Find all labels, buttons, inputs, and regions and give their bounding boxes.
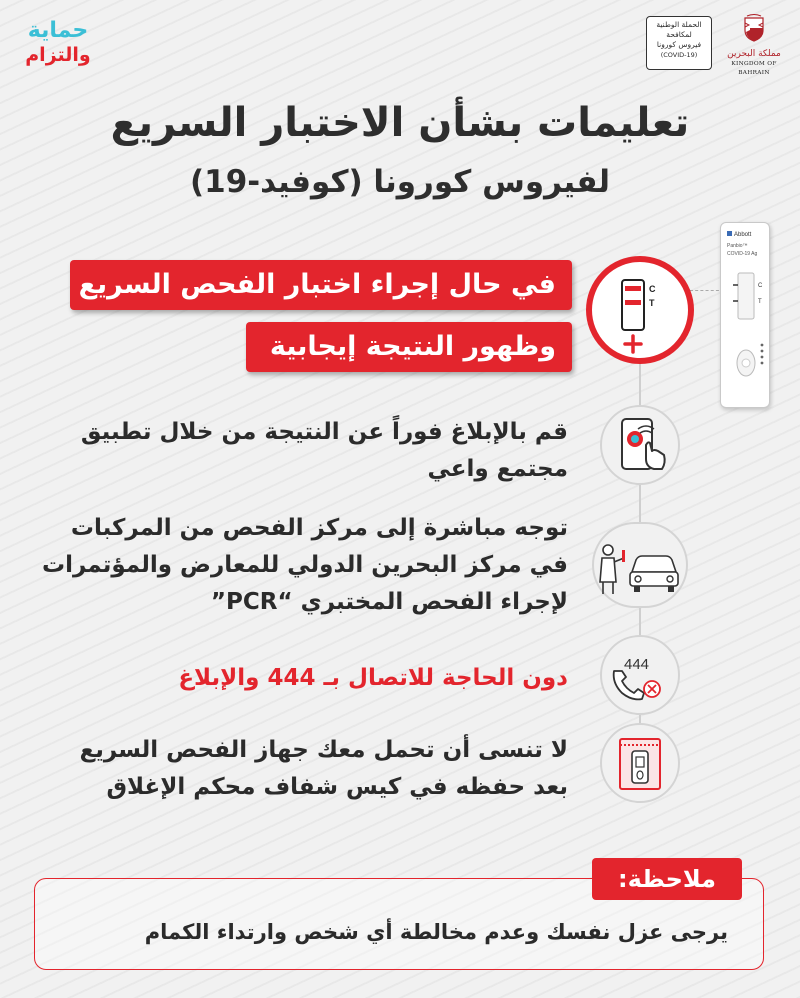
national-campaign-logo [646,16,712,70]
step-2-line-3: لإجراء الفحص المختبري “PCR” [210,589,568,615]
phone-app-icon [602,407,678,483]
kit-model: Panbio™ [727,243,748,249]
kit-name: COVID-19 Ag [727,251,758,257]
step-4-badge [600,723,680,803]
step-2-line-1: توجه مباشرة إلى مركز الفحص من المركبات [70,515,568,541]
step-1-line-1: قم بالإبلاغ فوراً عن النتيجة من خلال تطبيق [80,419,568,445]
phone-444-icon [602,637,678,713]
step-2-badge [592,522,688,608]
drive-through-test-icon [594,524,686,606]
campaign-line-4: (COVID-19) [660,51,698,59]
campaign-line-2: لمكافحة [666,30,692,39]
step-2-text [42,510,568,621]
step-3-text [60,660,568,697]
test-result-icon [592,262,688,358]
page-title: تعليمات بشأن الاختبار السريع [110,100,690,146]
kingdom-of-bahrain-logo [718,14,790,76]
sealed-bag-icon [602,725,678,801]
note-label: ملاحظة: [592,858,742,900]
step-4-line-1: لا تنسى أن تحمل معك جهاز الفحص السريع [79,737,568,763]
step-1-text [60,414,568,488]
result-c-label: C [649,284,656,294]
campaign-line-1: الحملة الوطنية [656,20,702,29]
kit-t-label: T [758,299,762,305]
result-t-label: T [649,298,655,308]
brand-line-1: حماية [27,18,89,43]
step-4-text [60,732,568,806]
kit-brand: Abbott [734,232,752,238]
rapid-test-kit [720,222,770,408]
bahrain-crest-icon [743,14,765,42]
brand-line-2: والتزام [25,44,91,66]
step-3-line-1: دون الحاجة للاتصال بـ 444 والإبلاغ [178,665,568,691]
rapid-test-kit-icon [721,223,771,409]
step-1-badge [600,405,680,485]
phone-number: 444 [624,656,650,673]
kit-c-label: C [758,283,763,289]
kingdom-name-ar: مملكة البحرين [727,49,781,59]
step-1-line-2: مجتمع واعي [427,456,568,482]
banner-line-2: وظهور النتيجة إيجابية [246,322,572,372]
test-result-badge [586,256,694,364]
banner-line-1: في حال إجراء اختبار الفحص السريع [70,260,572,310]
campaign-brand-logo [22,18,94,76]
note-text: يرجى عزل نفسك وعدم مخالطة أي شخص وارتداء الكمام [144,920,728,944]
step-2-line-2: في مركز البحرين الدولي للمعارض والمؤتمرات [42,552,568,578]
page-subtitle: لفيروس كورونا (كوفيد-19) [189,164,611,200]
campaign-line-3: فيروس كورونا [656,40,702,49]
step-3-badge [600,635,680,715]
step-4-line-2: بعد حفظه في كيس شفاف محكم الإغلاق [106,774,568,800]
kingdom-name-en: KINGDOM OF BAHRAIN [731,61,777,76]
